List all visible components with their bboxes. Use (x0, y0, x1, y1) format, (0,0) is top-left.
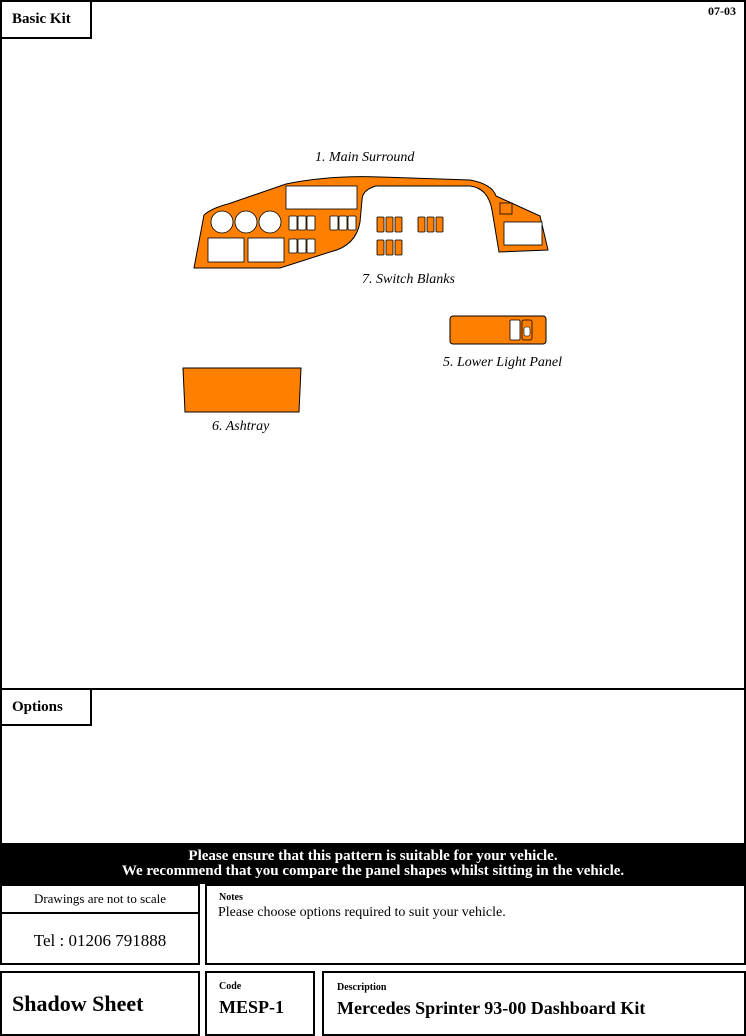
ashtray-panel (183, 368, 301, 412)
main-surround-label: 1. Main Surround (315, 150, 415, 165)
ashtray-label: 6. Ashtray (212, 419, 270, 434)
description-value: Mercedes Sprinter 93-00 Dashboard Kit (337, 998, 646, 1018)
revision-code: 07-03 (708, 4, 736, 18)
main-surround-panel (194, 177, 548, 268)
notes-text: Please choose options required to suit your vehicle. (218, 905, 506, 920)
description-title: Description (337, 982, 387, 993)
brand-name: Shadow Sheet (12, 991, 144, 1016)
options-tag: Options (0, 688, 92, 726)
switch-blanks-label: 7. Switch Blanks (362, 272, 455, 287)
lower-light-panel-label: 5. Lower Light Panel (443, 355, 563, 370)
notes-box (205, 884, 746, 965)
warning-line-2: We recommend that you compare the panel shapes whilst sitting in the vehicle. (121, 863, 625, 879)
switch-blanks (377, 217, 443, 255)
code-value: MESP-1 (219, 997, 284, 1017)
scale-note: Drawings are not to scale (33, 891, 167, 906)
warning-banner (0, 843, 746, 884)
options-frame (0, 688, 746, 845)
code-title: Code (219, 981, 242, 992)
notes-title: Notes (219, 892, 243, 903)
warning-line-1: Please ensure that this pattern is suitable for your vehicle. (188, 848, 558, 864)
phone-number: Tel : 01206 791888 (33, 931, 167, 950)
basic-kit-tag: Basic Kit (0, 0, 92, 39)
lower-light-panel (450, 316, 546, 344)
